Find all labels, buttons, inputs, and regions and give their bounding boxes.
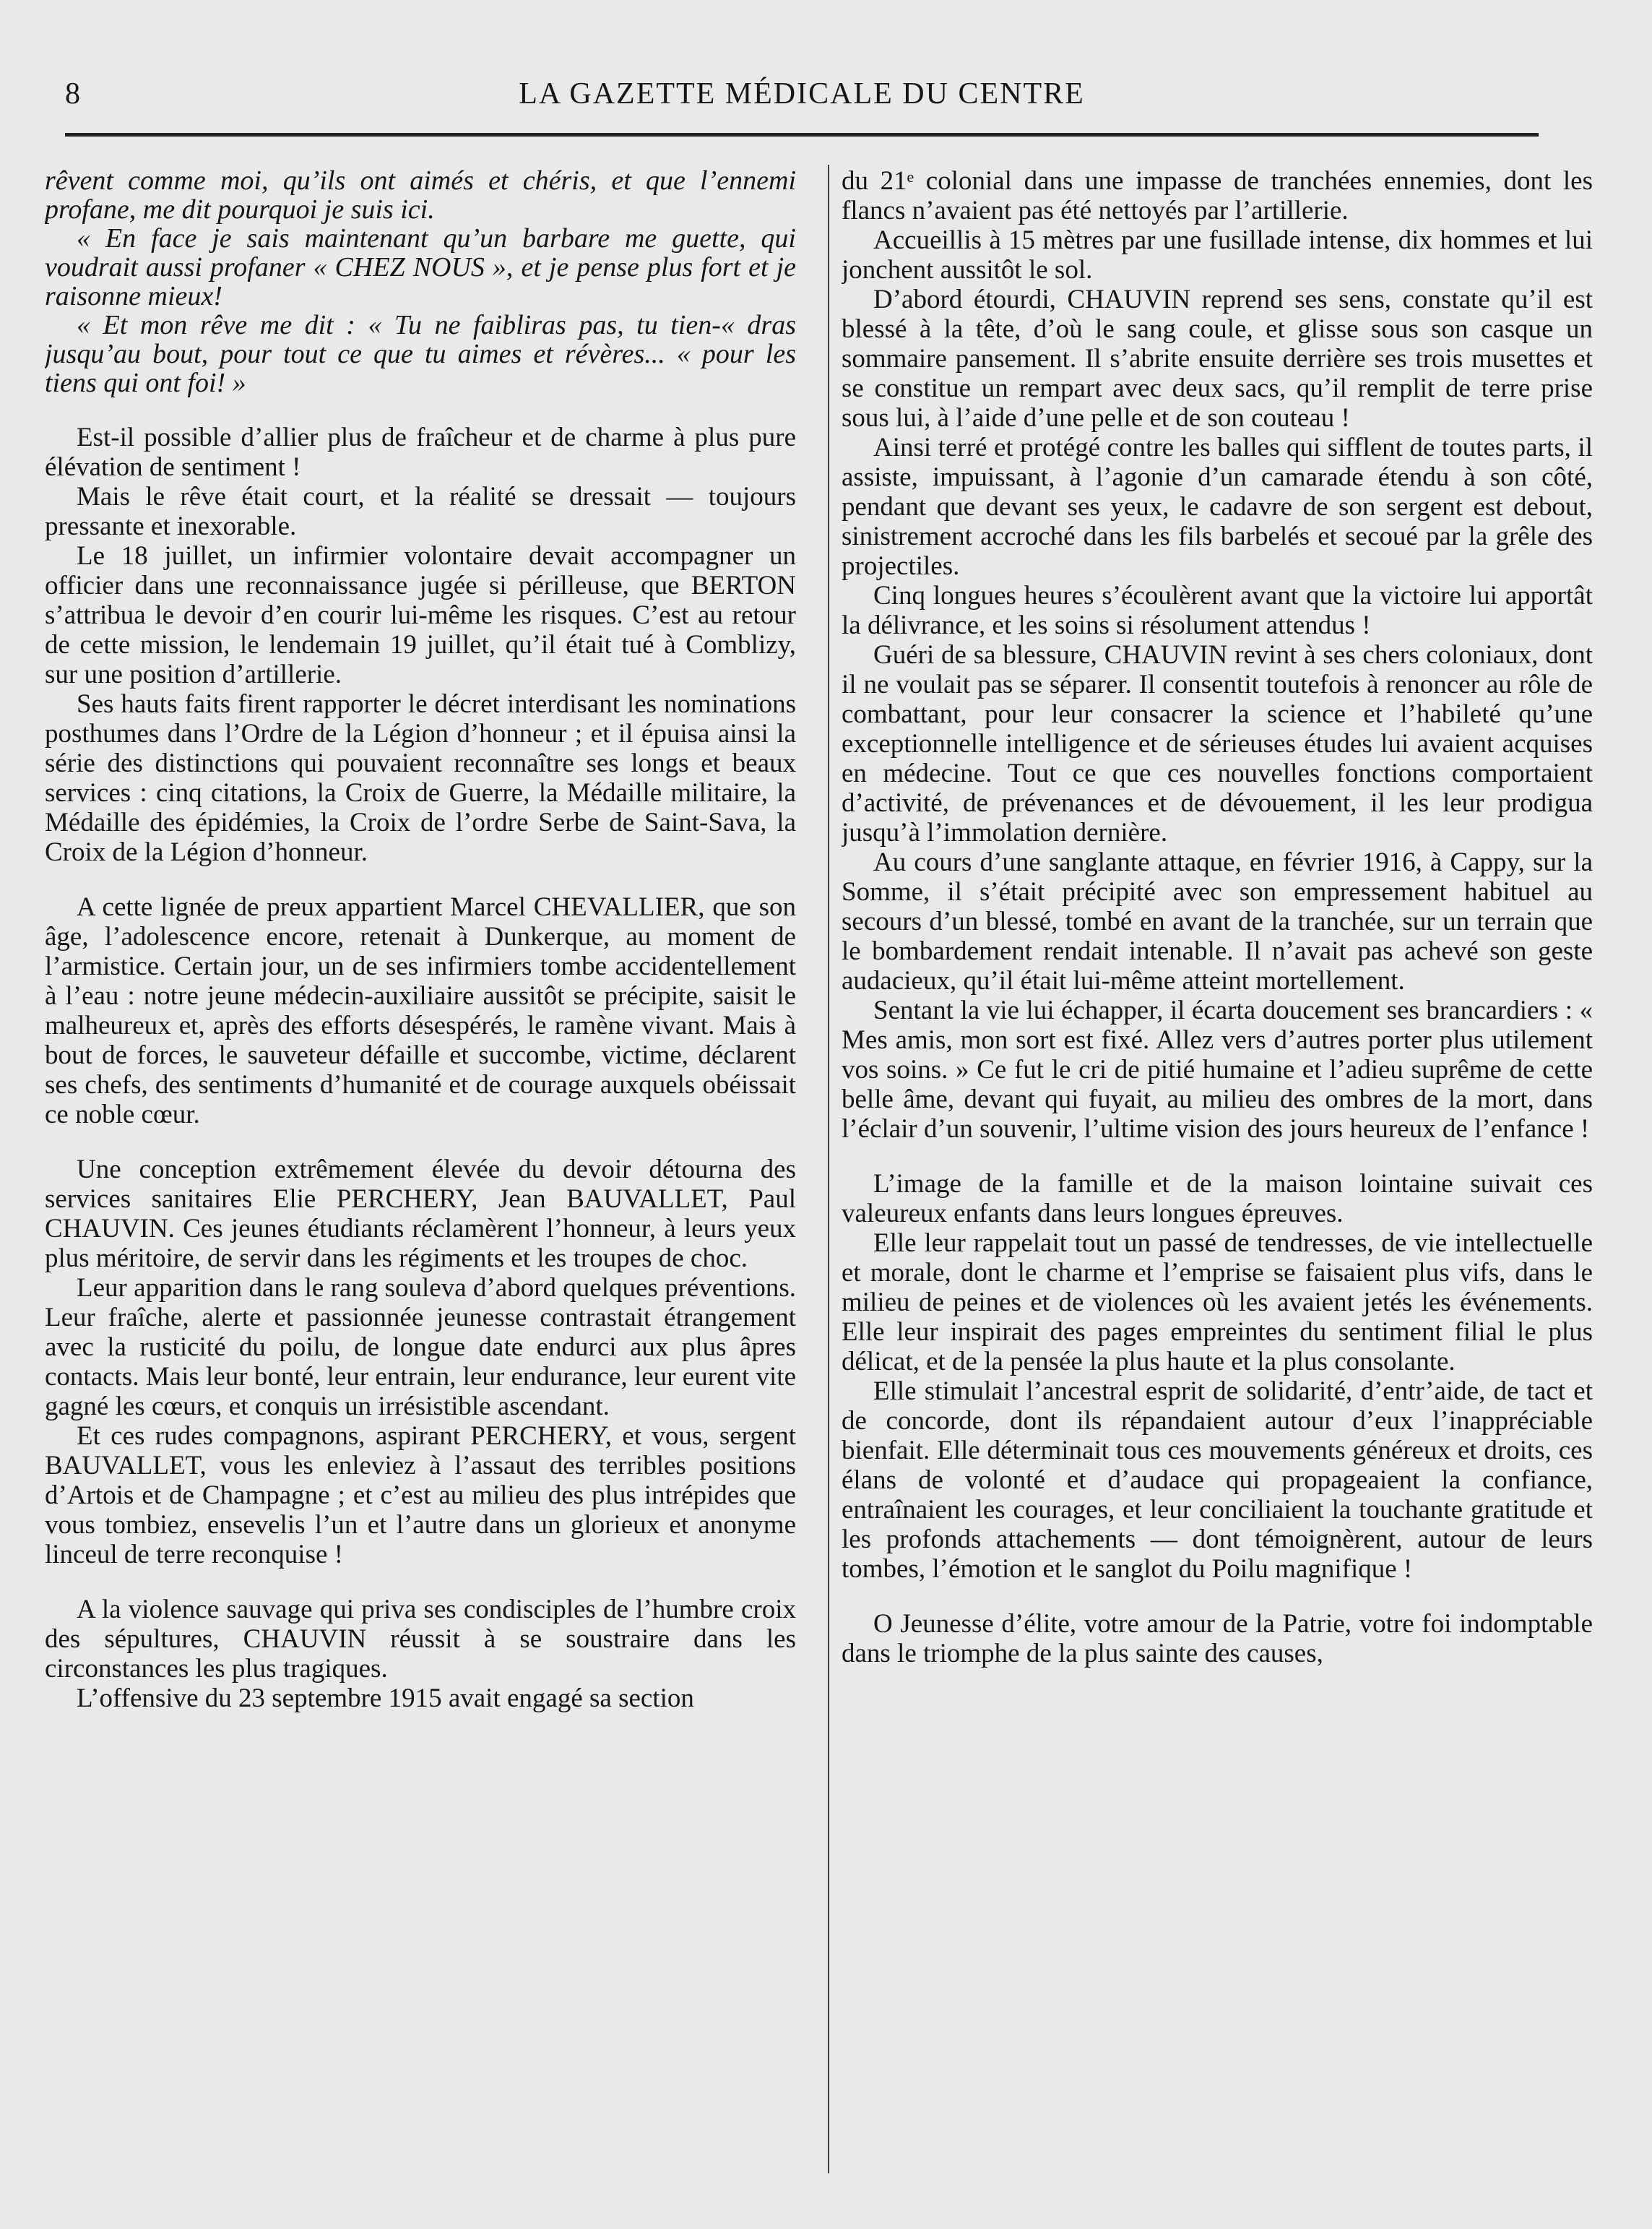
paragraph: Elle leur rappelait tout un passé de tendresses, de vie intellectuelle et morale, dont le charme et l’emprise se faisaient plus vifs, dans le milieu de peines et de violences où les avaient jetés les événements. Elle leur inspirait des pages empreintes du sentiment filial le plus délicat, et de la pensée la plus haute et la plus consolante. <box>842 1228 1593 1376</box>
paragraph: A la violence sauvage qui priva ses condisciples de l’humbre croix des sépultures, CHAUVIN réussit à se soustraire dans les circonstances les plus tragiques. <box>45 1595 796 1683</box>
right-column <box>842 166 1593 2182</box>
left-column <box>45 166 796 2182</box>
running-title: LA GAZETTE MÉDICALE DU CENTRE <box>519 77 1085 111</box>
paragraph: Au cours d’une sanglante attaque, en février 1916, à Cappy, sur la Somme, il s’était précipité avec son empressement habituel au secours d’un blessé, tombé en avant de la tranchée, sur un terrain que le bombardement rendait intenable. Il n’avait pas achevé son geste audacieux, qu’il était lui-même atteint mortellement. <box>842 848 1593 996</box>
column-divider <box>828 165 829 2173</box>
paragraph: L’image de la famille et de la maison lointaine suivait ces valeureux enfants dans leurs longues épreuves. <box>842 1169 1593 1228</box>
paragraph: Ses hauts faits firent rapporter le décret interdisant les nominations posthumes dans l’Ordre de la Légion d’honneur ; et il épuisa ainsi la série des distinctions qui pouvaient reconnaître ses longs et beaux services : cinq citations, la Croix de Guerre, la Médaille militaire, la Médaille des épidémies, la Croix de l’ordre Serbe de Saint-Sava, la Croix de la Légion d’honneur. <box>45 689 796 867</box>
paragraph: Elle stimulait l’ancestral esprit de solidarité, d’entr’aide, de tact et de concorde, dont ils répandaient autour d’eux l’inappréciable bienfait. Elle déterminait tous ces mouvements généreux et droits, ces élans de volonté et d’audace qui propageaient la confiance, entraînaient les courages, et leur conciliaient la touchante gratitude et les profonds attachements — dont témoignèrent, autour de leurs tombes, l’émotion et le sanglot du Poilu magnifique ! <box>842 1376 1593 1584</box>
paragraph: A cette lignée de preux appartient Marcel CHEVALLIER, que son âge, l’adolescence encore, retenait à Dunkerque, au moment de l’armistice. Certain jour, un de ses infirmiers tombe accidentellement à l’eau : notre jeune médecin-auxiliaire aussitôt se précipite, saisit le malheureux et, après des efforts désespérés, le ramène vivant. Mais à bout de forces, le sauveteur défaille et succombe, victime, déclarent ses chefs, des sentiments d’humanité et de courage auxquels obéissait ce noble cœur. <box>45 892 796 1129</box>
paragraph: Et ces rudes compagnons, aspirant PERCHERY, et vous, sergent BAUVALLET, vous les enleviez à l’assaut des terribles positions d’Artois et de Champagne ; et c’est au milieu des plus intrépides que vous tombiez, ensevelis l’un et l’autre dans un glorieux et anonyme linceul de terre reconquise ! <box>45 1421 796 1569</box>
paragraph: Sentant la vie lui échapper, il écarta doucement ses brancardiers : « Mes amis, mon sort est fixé. Allez vers d’autres porter plus utilement vos soins. » Ce fut le cri de pitié humaine et l’adieu suprême de cette belle âme, devant qui fuyait, au milieu des ombres de la mort, dans l’éclair d’un souvenir, l’ultime vision des jours heureux de l’enfance ! <box>842 996 1593 1144</box>
paragraph: Ainsi terré et protégé contre les balles qui sifflent de toutes parts, il assiste, impuissant, à l’agonie d’un camarade étendu à son côté, pendant que devant ses yeux, le cadavre de son sergent est debout, sinistrement accroché dans les fils barbelés et secoué par la grêle des projectiles. <box>842 433 1593 581</box>
page-number: 8 <box>65 77 80 111</box>
page-header <box>65 69 1539 127</box>
paragraph: Mais le rêve était court, et la réalité se dressait — toujours pressante et inexorable. <box>45 482 796 541</box>
paragraph: Le 18 juillet, un infirmier volontaire devait accompagner un officier dans une reconnaissance jugée si périlleuse, que BERTON s’attribua le devoir d’en courir lui-même les risques. C’est au retour de cette mission, le lendemain 19 juillet, qu’il était tué à Comblizy, sur une position d’artillerie. <box>45 541 796 689</box>
paragraph: Guéri de sa blessure, CHAUVIN revint à ses chers coloniaux, dont il ne voulait pas se séparer. Il consentit toutefois à renoncer au rôle de combattant, pour leur consacrer la science et l’habileté qu’une exceptionnelle intelligence et de sérieuses études lui avaient acquises en médecine. Tout ce que ces nouvelles fonctions comportaient d’activité, de prévenances et de dévouement, il les leur prodigua jusqu’à l’immolation dernière. <box>842 640 1593 848</box>
paragraph: O Jeunesse d’élite, votre amour de la Patrie, votre foi indomptable dans le triomphe de la plus sainte des causes, <box>842 1609 1593 1668</box>
paragraph: L’offensive du 23 septembre 1915 avait engagé sa section <box>77 1683 694 1713</box>
paragraph: du 21ᵉ colonial dans une impasse de tranchées ennemies, dont les flancs n’avaient pas été nettoyés par l’artillerie. <box>842 166 1593 225</box>
paragraph: Cinq longues heures s’écoulèrent avant que la victoire lui apportât la délivrance, et les soins si résolument attendus ! <box>842 581 1593 640</box>
paragraph: Accueillis à 15 mètres par une fusillade intense, dix hommes et lui jonchent aussitôt le sol. <box>842 225 1593 285</box>
quote-line: « Et mon rêve me dit : « Tu ne faibliras pas, tu tien-« dras jusqu’au bout, pour tout ce que tu aimes et révères... « pour les tiens qui ont foi! » <box>45 310 796 398</box>
header-rule <box>65 133 1539 137</box>
quote-block <box>45 166 796 397</box>
quote-line: « En face je sais maintenant qu’un barbare me guette, qui voudrait aussi profaner « CHEZ NOUS », et je pense plus fort et je raisonne mieux! <box>45 223 796 311</box>
paragraph: Une conception extrêmement élevée du devoir détourna des services sanitaires Elie PERCHERY, Jean BAUVALLET, Paul CHAUVIN. Ces jeunes étudiants réclamèrent l’honneur, à leurs yeux plus méritoire, de servir dans les régiments et les troupes de choc. <box>45 1155 796 1273</box>
paragraph: Leur apparition dans le rang souleva d’abord quelques préventions. Leur fraîche, alerte et passionnée jeunesse contrastait étrangement avec la rusticité du poilu, de longue date endurci aux plus âpres contacts. Mais leur bonté, leur entrain, leur endurance, leur eurent vite gagné les cœurs, et conquis un irrésistible ascendant. <box>45 1273 796 1421</box>
paragraph: D’abord étourdi, CHAUVIN reprend ses sens, constate qu’il est blessé à la tête, d’où le sang coule, et glisse sous son casque un sommaire pansement. Il s’abrite ensuite derrière ses trois musettes et se constitue un rempart avec deux sacs, qu’il remplit de terre prise sous lui, à l’aide d’une pelle et de son couteau ! <box>842 285 1593 433</box>
quote-line: rêvent comme moi, qu’ils ont aimés et chéris, et que l’ennemi profane, me dit pourquoi je suis ici. <box>45 166 796 225</box>
paragraph: Est-il possible d’allier plus de fraîcheur et de charme à plus pure élévation de sentiment ! <box>45 423 796 482</box>
